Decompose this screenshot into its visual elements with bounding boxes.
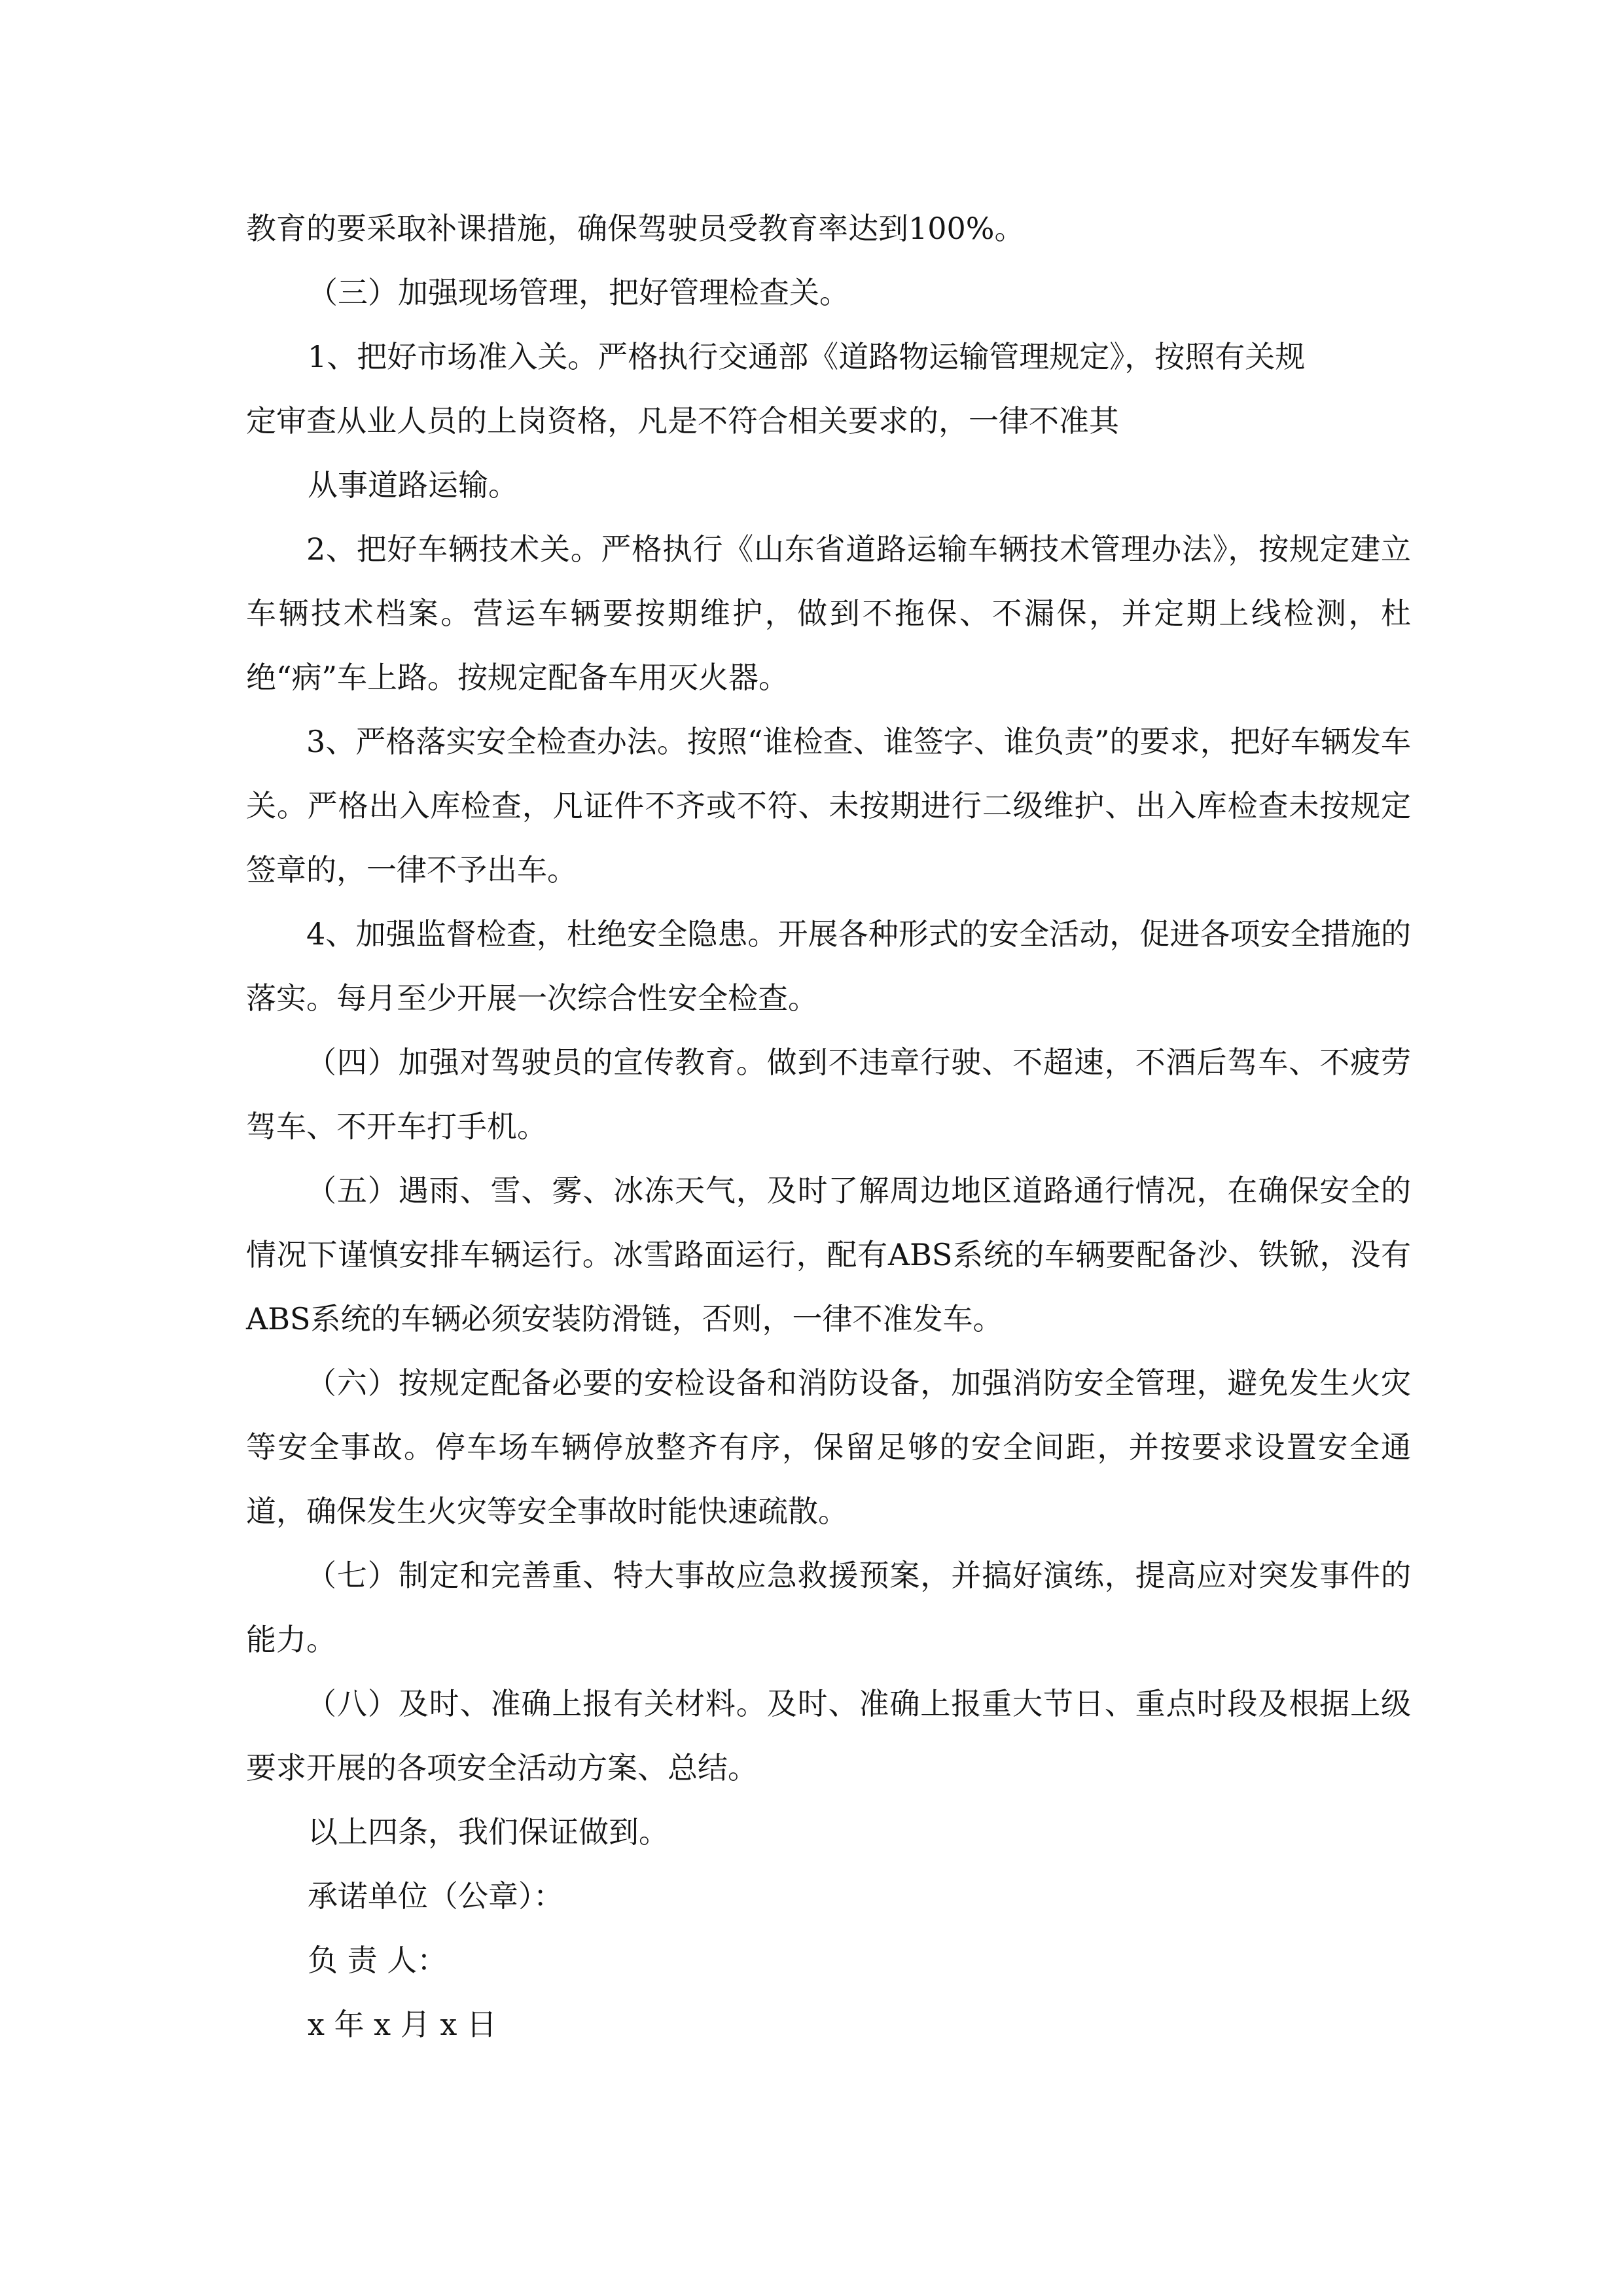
paragraph-bad-weather: （五）遇雨、雪、雾、冰冻天气，及时了解周边地区道路通行情况，在确保安全的情况下谨慎安排车辆运行。冰雪路面运行，配有ABS系统的车辆要配备沙、铁锨，没有ABS系统的车辆必须安装防滑链，否则，一律不准发车。	[246, 1173, 1411, 1336]
text-line-3: 1、把好市场准入关。严格执行交通部《道路物运输管理规定》，按照有关规	[308, 339, 1306, 374]
paragraph-emergency-plan: （七）制定和完善重、特大事故应急救援预案，并搞好演练，提高应对突发事件的能力。	[246, 1558, 1411, 1657]
signature-date: x 年 x 月 x 日	[308, 2007, 497, 2042]
paragraph-safety-inspection: 3、严格落实安全检查办法。按照“谁检查、谁签字、谁负责”的要求，把好车辆发车关。严格出入库检查，凡证件不齐或不符、未按期进行二级维护、出入库检查未按规定签章的，一律不予出车。	[246, 724, 1411, 888]
paragraph-driver-education: （四）加强对驾驶员的宣传教育。做到不违章行驶、不超速，不酒后驾车、不疲劳驾车、不开车打手机。	[246, 1045, 1411, 1144]
closing-pledge: 以上四条，我们保证做到。	[308, 1814, 669, 1850]
signature-unit: 承诺单位（公章）：	[308, 1878, 563, 1914]
paragraph-reporting: （八）及时、准确上报有关材料。及时、准确上报重大节日、重点时段及根据上级要求开展的各项安全活动方案、总结。	[246, 1686, 1411, 1785]
paragraph-vehicle-technology: 2、把好车辆技术关。严格执行《山东省道路运输车辆技术管理办法》，按规定建立车辆技术档案。营运车辆要按期维护，做到不拖保、不漏保，并定期上线检测，杜绝“病”车上路。按规定配备车用灭火器。	[246, 531, 1411, 695]
text-line-4: 定审查从业人员的上岗资格，凡是不符合相关要求的，一律不准其	[246, 403, 1119, 439]
paragraph-supervision: 4、加强监督检查，杜绝安全隐患。开展各种形式的安全活动，促进各项安全措施的落实。每月至少开展一次综合性安全检查。	[246, 916, 1411, 1016]
paragraph-fire-safety: （六）按规定配备必要的安检设备和消防设备，加强消防安全管理，避免发生火灾等安全事故。停车场车辆停放整齐有序，保留足够的安全间距，并按要求设置安全通道，确保发生火灾等安全事故时能快速疏散。	[246, 1365, 1411, 1529]
text-line-5: 从事道路运输。	[308, 467, 518, 503]
section-heading-3: （三）加强现场管理，把好管理检查关。	[308, 275, 849, 310]
text-line-1: 教育的要采取补课措施，确保驾驶员受教育率达到100%。	[246, 211, 1025, 246]
signature-person: 负 责 人：	[308, 1943, 448, 1978]
